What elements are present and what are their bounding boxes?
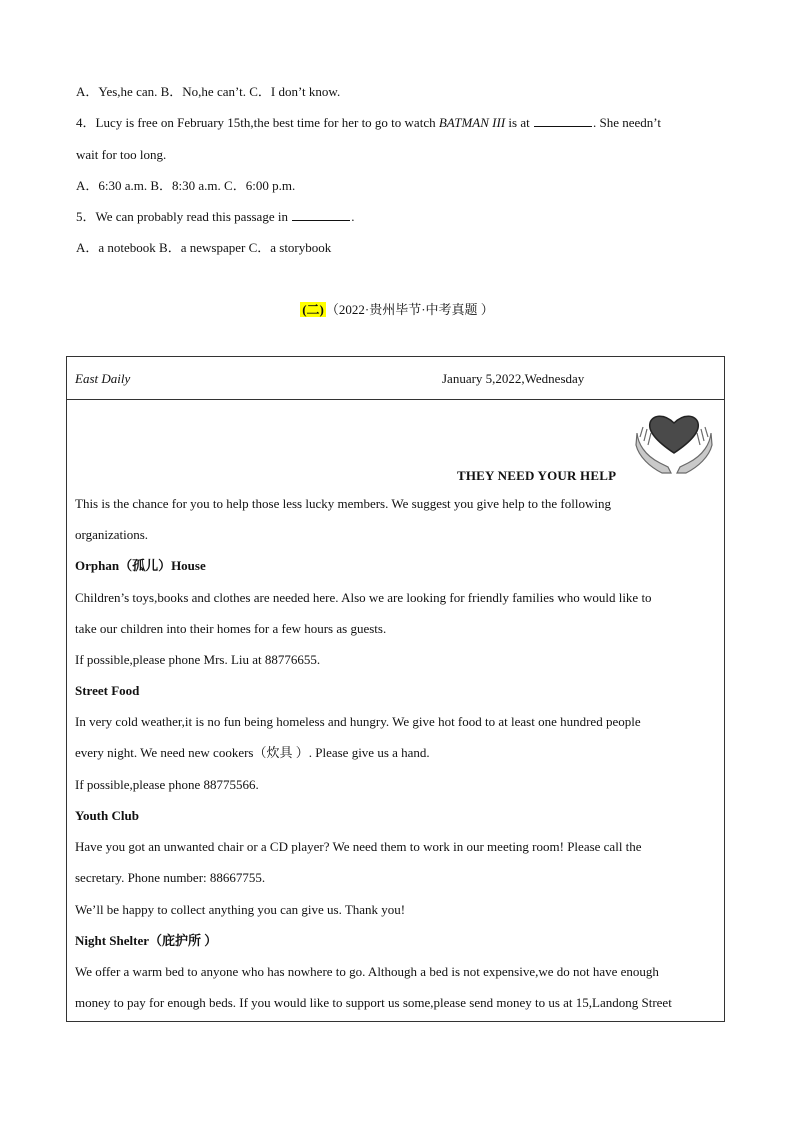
q4-options: A．6:30 a.m. B．8:30 a.m. C．6:00 p.m. (76, 178, 296, 193)
q5-number: 5． (76, 209, 96, 224)
orphan-line-3: If possible,please phone Mrs. Liu at 88776655. (75, 652, 321, 667)
banner-headline: THEY NEED YOUR HELP (457, 468, 617, 483)
intro-line-2: organizations. (75, 527, 149, 542)
q5-text: We can probably read this passage in (95, 209, 292, 224)
food-line-3: If possible,please phone 88775566. (75, 777, 259, 792)
section-source: （2022·贵州毕节·中考真题 ） (325, 302, 494, 317)
youth-line-1: Have you got an unwanted chair or a CD player? We need them to work in our meeting room! Please call the (75, 839, 642, 854)
q4-stem-cont: wait for too long. (76, 147, 167, 162)
q4-text: Lucy is free on February 15th,the best time for her to go to watch (95, 115, 439, 130)
orphan-line-2: take our children into their homes for a few hours as guests. (75, 621, 387, 636)
heart-in-hands-icon (634, 407, 714, 477)
youth-line-3: We’ll be happy to collect anything you can give us. Thank you! (75, 902, 406, 917)
masthead: East Daily (75, 371, 131, 386)
newspaper-frame (66, 356, 725, 1022)
q3-options: A．Yes,he can. B．No,he can’t. C．I don’t know. (76, 84, 341, 99)
dateline: January 5,2022,Wednesday (442, 371, 585, 386)
shelter-line-1: We offer a warm bed to anyone who has nowhere to go. Although a bed is not expensive,we do not have enough (75, 964, 659, 979)
shelter-line-2: money to pay for enough beds. If you would like to support us some,please send money to us at 15,Landong Street (75, 995, 672, 1010)
q4-stem (76, 115, 661, 131)
intro-line-1: This is the chance for you to help those less lucky members. We suggest you give help to the following (75, 496, 611, 511)
section-title (0, 301, 794, 319)
section-mark: (二) (302, 302, 324, 317)
answer-blank[interactable] (534, 115, 592, 127)
answer-blank[interactable] (292, 209, 350, 221)
youth-club-heading: Youth Club (75, 808, 139, 823)
youth-line-2: secretary. Phone number: 88667755. (75, 870, 266, 885)
q4-text-2: is at (505, 115, 533, 130)
q5-options: A．a notebook B．a newspaper C．a storybook (76, 240, 332, 255)
street-food-heading: Street Food (75, 683, 140, 698)
q5-stem (76, 209, 354, 225)
newspaper-header (67, 357, 724, 400)
food-line-2: every night. We need new cookers（炊具 ）. Please give us a hand. (75, 745, 430, 760)
orphan-house-heading: Orphan（孤儿）House (75, 558, 206, 573)
q5-end: . (351, 209, 355, 224)
film-title: BATMAN III (438, 115, 506, 130)
q4-number: 4． (76, 115, 96, 130)
food-line-1: In very cold weather,it is no fun being homeless and hungry. We give hot food to at least one hundred people (75, 714, 641, 729)
q4-text-3: . She needn’t (592, 115, 661, 130)
orphan-line-1: Children’s toys,books and clothes are needed here. Also we are looking for friendly families who would like to (75, 590, 652, 605)
night-shelter-heading: Night Shelter（庇护所 ） (75, 933, 218, 948)
